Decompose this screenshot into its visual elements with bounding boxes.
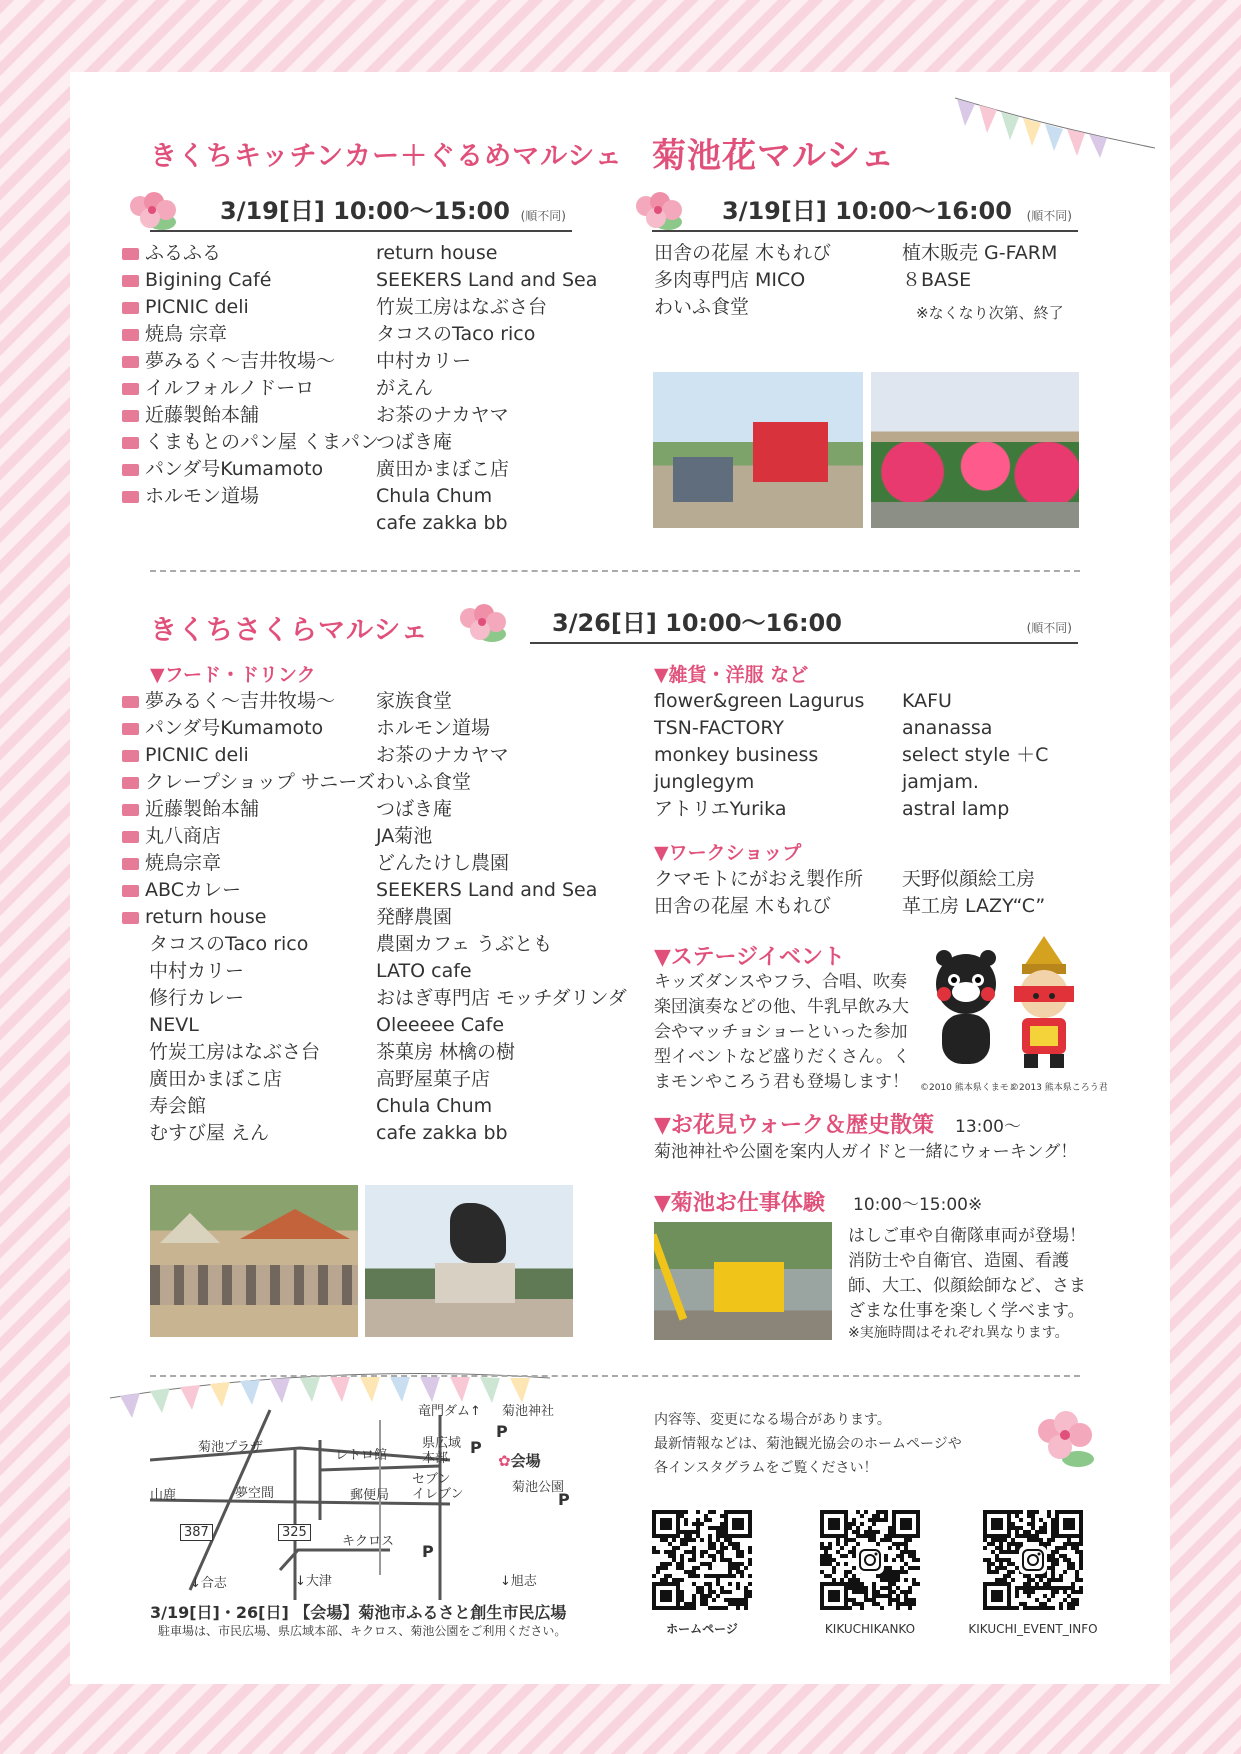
vendor-item: むすび屋 えん xyxy=(149,1122,270,1144)
workshop-heading: ▼ワークショップ xyxy=(654,842,802,864)
vendor-item: 廣田かまぼこ店 xyxy=(149,1068,283,1090)
vendor-item: 中村カリー xyxy=(376,350,472,372)
vendor-item: Oleeeee Cafe xyxy=(376,1014,505,1036)
map-p2: P xyxy=(496,1422,508,1441)
korou-copyright: ©2013 熊本県ころう君 xyxy=(1010,1083,1108,1093)
vendor-item: 竹炭工房はなぶさ台 xyxy=(149,1041,321,1063)
map-p1: P xyxy=(470,1438,482,1457)
map-yamaga: 山鹿 xyxy=(150,1488,177,1503)
access-map xyxy=(150,1400,575,1600)
vendor-item: わいふ食堂 xyxy=(654,296,750,318)
walk-heading: ▼お花見ウォーク＆歴史散策 xyxy=(654,1113,935,1138)
job-heading: ▼菊池お仕事体験 xyxy=(654,1191,825,1216)
vendor-item: 竹炭工房はなぶさ台 xyxy=(376,296,548,318)
walk-text: 菊池神社や公園を案内人ガイドと一緒にウォーキング！ xyxy=(654,1142,1078,1162)
kumamon-copyright: ©2010 熊本県くまモン xyxy=(920,1083,1018,1093)
vendor-item: 廣田かまぼこ店 xyxy=(376,458,510,480)
stage-text: キッズダンスやフラ、合唱、吹奏楽団演奏などの他、牛乳早飲み大会やマッチョショーといった参加型イベントなど盛りだくさん。くまモンやころう君も登場します！ xyxy=(654,972,911,1092)
vendor-item: 革工房 LAZY“C” xyxy=(902,895,1046,917)
sakura-date: 3/26[日] 10:00～16:00 xyxy=(552,609,842,637)
map-ryumon: 竜門ダム↑ xyxy=(418,1404,481,1419)
vendor-item: select style ＋C xyxy=(902,744,1049,766)
vendor-item: Chula Chum xyxy=(376,485,493,507)
map-plaza: 菊池プラザ xyxy=(198,1440,264,1455)
sakura-note: (順不同) xyxy=(1026,621,1072,635)
sakura-title: きくちさくらマルシェ xyxy=(150,615,429,646)
vendor-item: PICNIC deli xyxy=(122,742,375,769)
venue-flower-icon: ✿ xyxy=(498,1452,511,1470)
food-list-truck xyxy=(122,688,375,931)
vendor-item: Chula Chum xyxy=(376,1095,493,1117)
vendor-item: astral lamp xyxy=(902,798,1010,820)
map-seven: セブン イレブン xyxy=(412,1472,464,1502)
instagram-qr-kikuchikanko[interactable] xyxy=(820,1510,920,1610)
vendor-item: どんたけし農園 xyxy=(376,852,510,874)
instagram-icon xyxy=(1019,1546,1047,1574)
map-yumekukan: 夢空間 xyxy=(235,1486,275,1501)
vendor-item: クマモトにがおえ製作所 xyxy=(654,868,864,890)
job-note: ※実施時間はそれぞれ異なります。 xyxy=(848,1325,1069,1341)
photo-marche-tents xyxy=(150,1185,358,1337)
walk-time: 13:00～ xyxy=(955,1117,1021,1137)
job-time: 10:00～15:00※ xyxy=(853,1195,983,1215)
job-text: はしご車や自衛隊車両が登場！ 消防士や自衛官、造園、看護師、大工、似顔絵師など、さまざまな仕事を楽しく学べます。 xyxy=(848,1226,1086,1321)
vendor-item: 農園カフェ うぶとも xyxy=(376,933,553,955)
vendor-item: 田舎の花屋 木もれび xyxy=(654,895,832,917)
vendor-item: 茶菓房 林檎の樹 xyxy=(376,1041,516,1063)
vendor-item: 焼鳥宗章 xyxy=(122,850,375,877)
vendor-item: 丸八商店 xyxy=(122,823,375,850)
food-list-right xyxy=(376,688,627,1147)
flower-soldout-note: ※なくなり次第、終了 xyxy=(916,304,1064,322)
vendor-item: タコスのTaco rico xyxy=(376,323,536,345)
map-post: 郵便局 xyxy=(350,1488,390,1503)
homepage-qr-code[interactable] xyxy=(652,1510,752,1610)
flower-date: 3/19[日] 10:00～16:00 xyxy=(722,197,1012,225)
map-koshi: ↓合志 xyxy=(190,1576,227,1591)
instagram-qr-event-info[interactable] xyxy=(983,1510,1083,1610)
vendor-item: つばき庵 xyxy=(376,431,453,453)
flower-note: (順不同) xyxy=(1026,209,1072,223)
map-prefecture: 県広域 本部 xyxy=(422,1436,462,1466)
info-notice: 内容等、変更になる場合があります。 最新情報などは、菊池観光協会のホームページや 各インスタグラムをご覧ください！ xyxy=(654,1412,962,1476)
kitchen-date-header xyxy=(150,188,572,232)
map-retoro: レトロ館 xyxy=(335,1448,388,1463)
route-387: 387 xyxy=(180,1524,213,1541)
kitchen-note: (順不同) xyxy=(520,209,566,223)
vendor-item: つばき庵 xyxy=(376,798,453,820)
sakura-icon xyxy=(1030,1405,1100,1475)
route-325: 325 xyxy=(278,1524,311,1541)
vendor-item: わいふ食堂 xyxy=(376,771,472,793)
vendor-item: ホルモン道場 xyxy=(122,483,379,510)
kitchen-list-left xyxy=(122,240,379,510)
vendor-item: クレープショップ サニーズ xyxy=(122,769,375,796)
vendor-item: お茶のナカヤマ xyxy=(376,744,509,766)
map-kikurosu: キクロス xyxy=(342,1534,395,1549)
homepage-qr-label: ホームページ xyxy=(666,1622,738,1636)
vendor-item: cafe zakka bb xyxy=(376,512,508,534)
kitchen-list-right xyxy=(376,240,597,537)
vendor-item: おはぎ専門店 モッチダリンダ xyxy=(376,987,627,1009)
vendor-item: junglegym xyxy=(654,771,755,793)
vendor-item: JA菊池 xyxy=(376,825,433,847)
vendor-item: ホルモン道場 xyxy=(376,717,491,739)
photo-food-trucks xyxy=(653,372,863,528)
photo-excavator xyxy=(654,1222,832,1340)
bunting-top-right xyxy=(955,88,1155,158)
section-divider xyxy=(150,570,1080,572)
vendor-item: 近藤製飴本舗 xyxy=(122,796,375,823)
sakura-date-header xyxy=(530,600,1078,644)
parking-note: 駐車場は、市民広場、県広域本部、キクロス、菊池公園をご利用ください。 xyxy=(158,1624,567,1638)
map-asahi: ↓旭志 xyxy=(500,1574,537,1589)
vendor-item: お茶のナカヤマ xyxy=(376,404,509,426)
vendor-item: パンダ号Kumamoto xyxy=(122,715,375,742)
map-p4: P xyxy=(422,1542,434,1561)
vendor-item: KAFU xyxy=(902,690,952,712)
vendor-item: 高野屋菓子店 xyxy=(376,1068,491,1090)
vendor-item: monkey business xyxy=(654,744,819,766)
map-p3: P xyxy=(558,1490,570,1509)
vendor-item: 夢みるく～吉井牧場～ xyxy=(122,348,379,375)
stage-heading: ▼ステージイベント xyxy=(654,945,845,970)
vendor-item: flower&green Lagurus xyxy=(654,690,865,712)
vendor-item: 寿会館 xyxy=(149,1095,207,1117)
instagram-label-kikuchikanko: KIKUCHIKANKO xyxy=(824,1622,916,1636)
vendor-item: 修行カレー xyxy=(149,987,245,1009)
flower-list-left xyxy=(654,240,831,321)
vendor-item: 田舎の花屋 木もれび xyxy=(654,242,832,264)
map-park: 菊池公園 xyxy=(512,1480,565,1495)
vendor-item: SEEKERS Land and Sea xyxy=(376,269,598,291)
vendor-item: ananassa xyxy=(902,717,993,739)
vendor-item: アトリエYurika xyxy=(654,798,787,820)
map-otsu: ↓大津 xyxy=(295,1574,332,1589)
sakura-icon xyxy=(628,188,692,236)
vendor-item: くまもとのパン屋 くまパン xyxy=(122,429,379,456)
vendor-item: 家族食堂 xyxy=(376,690,453,712)
vendor-item: ABCカレー xyxy=(122,877,375,904)
vendor-item: 近藤製飴本舗 xyxy=(122,402,379,429)
vendor-item: イルフォルノドーロ xyxy=(122,375,379,402)
photo-samurai-statue xyxy=(365,1185,573,1337)
kitchen-date: 3/19[日] 10:00～15:00 xyxy=(220,197,510,225)
kumamon-mascot-icon xyxy=(930,950,1002,1070)
vendor-item: 発酵農園 xyxy=(376,906,453,928)
goods-heading: ▼雑貨・洋服 など xyxy=(654,664,809,686)
vendor-item: 天野似顔絵工房 xyxy=(902,868,1036,890)
workshop-list-right xyxy=(902,866,1045,920)
vendor-item: パンダ号Kumamoto xyxy=(122,456,379,483)
map-shrine: 菊池神社 xyxy=(502,1404,555,1419)
vendor-item: 夢みるく～吉井牧場～ xyxy=(122,688,375,715)
vendor-item: SEEKERS Land and Sea xyxy=(376,879,598,901)
vendor-item: jamjam. xyxy=(902,771,979,793)
vendor-item: LATO cafe xyxy=(376,960,472,982)
vendor-item: NEVL xyxy=(149,1014,199,1036)
vendor-item: 中村カリー xyxy=(149,960,245,982)
section-divider xyxy=(150,1375,1080,1377)
vendor-item: 焼鳥 宗章 xyxy=(122,321,379,348)
photo-flower-market xyxy=(871,372,1079,528)
vendor-item: cafe zakka bb xyxy=(376,1122,508,1144)
vendor-item: return house xyxy=(376,242,498,264)
sakura-icon xyxy=(452,600,516,648)
flower-title: 菊池花マルシェ xyxy=(652,136,896,176)
vendor-item: TSN-FACTORY xyxy=(654,717,785,739)
vendor-item: PICNIC deli xyxy=(122,294,379,321)
goods-list-left xyxy=(654,688,864,823)
kitchen-title: きくちキッチンカー＋ぐるめマルシェ xyxy=(150,141,623,172)
flower-list-right xyxy=(902,240,1057,294)
vendor-item: 多肉専門店 MICO xyxy=(654,269,806,291)
flower-date-header xyxy=(652,188,1078,232)
sakura-icon xyxy=(122,188,186,236)
map-venue-label: 会場 xyxy=(510,1452,541,1470)
vendor-item: 植木販売 G-FARM xyxy=(902,242,1058,264)
food-list-plain xyxy=(149,931,320,1147)
vendor-item: Bigining Café xyxy=(122,267,379,294)
map-caption: 3/19[日]・26[日] 【会場】菊池市ふるさと創生市民広場 xyxy=(150,1603,567,1622)
vendor-item: ８BASE xyxy=(902,269,972,291)
instagram-label-event-info: KIKUCHI_EVENT_INFO xyxy=(968,1622,1098,1636)
korou-mascot-icon xyxy=(1004,936,1084,1070)
vendor-item: タコスのTaco rico xyxy=(149,933,309,955)
map-venue xyxy=(498,1450,541,1471)
vendor-item: がえん xyxy=(376,377,434,399)
food-heading: ▼フード・ドリンク xyxy=(150,664,316,686)
vendor-item: return house xyxy=(122,904,375,931)
instagram-icon xyxy=(856,1546,884,1574)
goods-list-right xyxy=(902,688,1048,823)
vendor-item: ふるふる xyxy=(122,240,379,267)
workshop-list-left xyxy=(654,866,863,920)
